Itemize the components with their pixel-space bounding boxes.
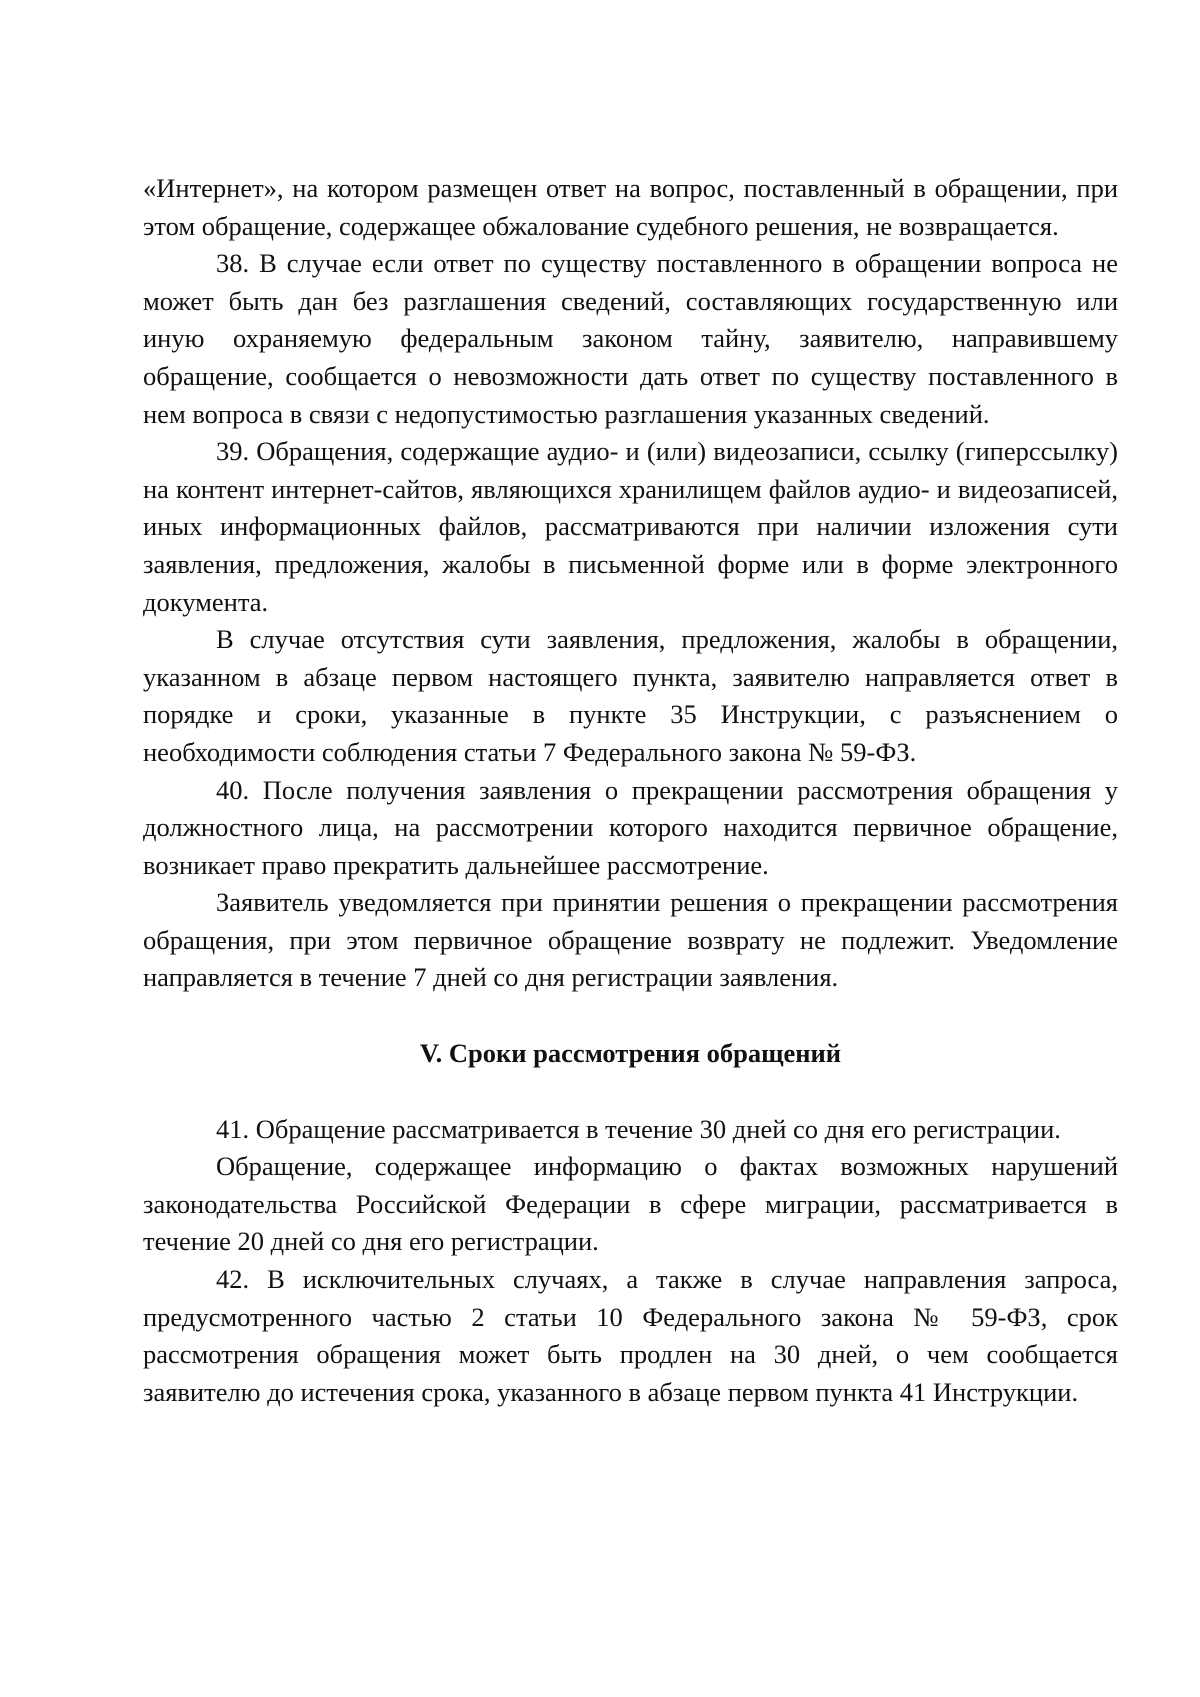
spacer <box>143 997 1118 1035</box>
document-page <box>143 170 1118 1411</box>
paragraph-item-41-second: Обращение, содержащее информацию о фактах возможных нарушений законодательства Российской Федерации в сфере миграции, рассматривается в течение 20 дней со дня его регистрации. <box>143 1151 1118 1257</box>
paragraph-item-39-second: В случае отсутствия сути заявления, предложения, жалобы в обращении, указанном в абзаце первом настоящего пункта, заявителю направляется ответ в порядке и сроки, указанные в пункте 35 Инструкции, с разъяснением о необходимости соблюдения статьи 7 Федерального закона № 59-ФЗ. <box>143 624 1118 767</box>
spacer <box>143 1073 1118 1111</box>
paragraph-item-38: 38. В случае если ответ по существу поставленного в обращении вопроса не может быть дан без разглашения сведений, составляющих государственную или иную охраняемую федеральным законом тайну, заявителю, направившему обращение, сообщается о невозможности дать ответ по существу поставленного в нем вопроса в связи с недопустимостью разглашения указанных сведений. <box>143 248 1118 429</box>
paragraph-continuation: «Интернет», на котором размещен ответ на вопрос, поставленный в обращении, при этом обращение, содержащее обжалование судебного решения, не возвращается. <box>143 173 1118 241</box>
paragraph-item-40-second: Заявитель уведомляется при принятии решения о прекращении рассмотрения обращения, при этом первичное обращение возврату не подлежит. Уведомление направляется в течение 7 дней со дня регистрации заявления. <box>143 887 1118 993</box>
paragraph-item-39: 39. Обращения, содержащие аудио- и (или) видеозаписи, ссылку (гиперссылку) на контент интернет-сайтов, являющихся хранилищем файлов аудио- и видеозаписей, иных информационных файлов, рассматриваются при наличии изложения сути заявления, предложения, жалобы в письменной форме или в форме электронного документа. <box>143 436 1118 617</box>
section-heading: V. Сроки рассмотрения обращений <box>419 1038 842 1069</box>
paragraph-item-41: 41. Обращение рассматривается в течение 30 дней со дня его регистрации. <box>216 1113 1061 1144</box>
paragraph-item-42: 42. В исключительных случаях, а также в случае направления запроса, предусмотренного частью 2 статьи 10 Федерального закона № 59-ФЗ, срок рассмотрения обращения может быть продлен на 30 дней, о чем сообщается заявителю до истечения срока, указанного в абзаце первом пункта 41 Инструкции. <box>143 1264 1118 1407</box>
paragraph-item-40: 40. После получения заявления о прекращении рассмотрения обращения у должностного лица, на рассмотрении которого находится первичное обращение, возникает право прекратить дальнейшее рассмотрение. <box>143 774 1118 880</box>
